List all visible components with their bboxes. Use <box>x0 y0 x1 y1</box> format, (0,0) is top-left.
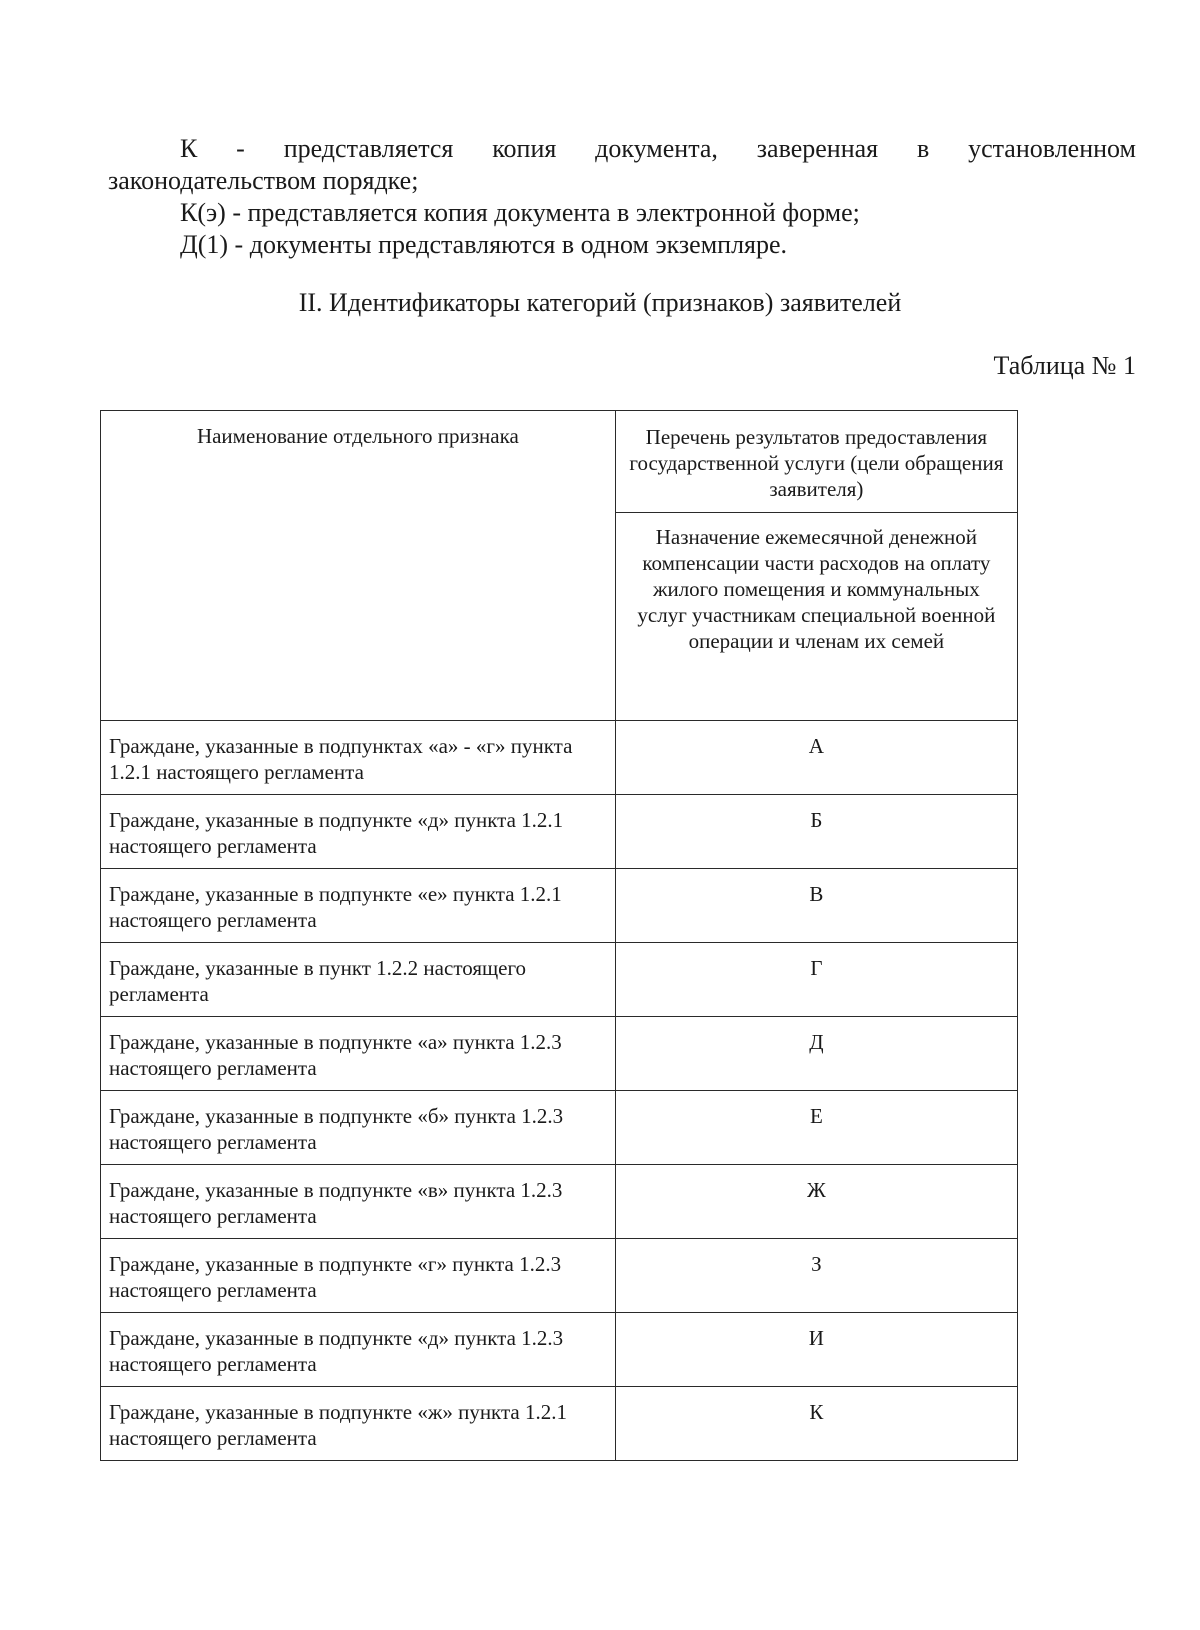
header-left-cell <box>101 411 616 721</box>
identifiers-table <box>100 410 1018 1461</box>
criterion-cell: Граждане, указанные в подпункте «б» пункта 1.2.3 настоящего регламента <box>101 1091 616 1165</box>
header-right-top-text: Перечень результатов предоставления государственной услуги (цели обращения заявителя) <box>629 425 1004 501</box>
criterion-cell: Граждане, указанные в подпункте «д» пункта 1.2.3 настоящего регламента <box>101 1313 616 1387</box>
code-cell: Г <box>615 943 1017 1017</box>
table-caption: Таблица № 1 <box>993 351 1136 380</box>
criterion-cell: Граждане, указанные в подпункте «г» пункта 1.2.3 настоящего регламента <box>101 1239 616 1313</box>
criterion-cell: Граждане, указанные в подпункте «ж» пункта 1.2.1 настоящего регламента <box>101 1387 616 1461</box>
identifiers-table-body <box>101 411 1018 1461</box>
table-row <box>101 1239 1018 1313</box>
code-cell: В <box>615 869 1017 943</box>
code-cell: Е <box>615 1091 1017 1165</box>
criterion-cell: Граждане, указанные в подпункте «д» пункта 1.2.1 настоящего регламента <box>101 795 616 869</box>
paragraph-k <box>108 133 1136 197</box>
paragraph-d1: Д(1) - документы представляются в одном экземпляре. <box>180 230 788 259</box>
code-cell: Б <box>615 795 1017 869</box>
criterion-cell: Граждане, указанные в подпункте «а» пункта 1.2.3 настоящего регламента <box>101 1017 616 1091</box>
criterion-cell: Граждане, указанные в пункт 1.2.2 настоящего регламента <box>101 943 616 1017</box>
code-cell: И <box>615 1313 1017 1387</box>
header-right-top-cell <box>615 411 1017 513</box>
table-row <box>101 1387 1018 1461</box>
table-row <box>101 943 1018 1017</box>
table-row <box>101 795 1018 869</box>
code-cell: А <box>615 721 1017 795</box>
header-left-text: Наименование отдельного признака <box>196 424 519 448</box>
code-cell: З <box>615 1239 1017 1313</box>
criterion-cell: Граждане, указанные в подпункте «в» пункта 1.2.3 настоящего регламента <box>101 1165 616 1239</box>
table-row <box>101 1165 1018 1239</box>
table-row <box>101 721 1018 795</box>
criterion-cell: Граждане, указанные в подпунктах «а» - «г» пункта 1.2.1 настоящего регламента <box>101 721 616 795</box>
criterion-cell: Граждане, указанные в подпункте «е» пункта 1.2.1 настоящего регламента <box>101 869 616 943</box>
table-row <box>101 869 1018 943</box>
paragraph-k-line2: законодательством порядке; <box>108 166 419 195</box>
header-right-bottom-text: Назначение ежемесячной денежной компенсации части расходов на оплату жилого помещения и коммунальных услуг участникам специальной военной операции и членам их семей <box>637 525 996 653</box>
table-row <box>101 1091 1018 1165</box>
code-cell: К <box>615 1387 1017 1461</box>
table-row <box>101 1313 1018 1387</box>
section-heading: II. Идентификаторы категорий (признаков) заявителей <box>298 288 902 317</box>
table-row <box>101 1017 1018 1091</box>
paragraph-k-line1: К - представляется копия документа, заверенная в установленном <box>180 134 1136 163</box>
code-cell: Ж <box>615 1165 1017 1239</box>
paragraph-ke: К(э) - представляется копия документа в электронной форме; <box>180 198 860 227</box>
header-right-bottom-cell <box>615 513 1017 721</box>
table-header-row <box>101 411 1018 513</box>
code-cell: Д <box>615 1017 1017 1091</box>
